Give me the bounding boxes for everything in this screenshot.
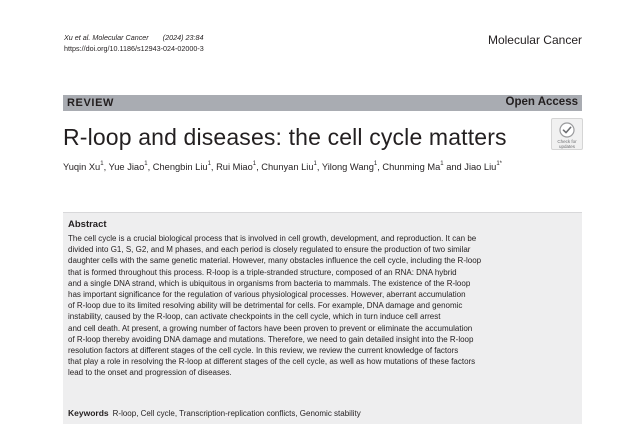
abstract-line: of R-loop due to its limited resolving ability will be detrimental for cells. For example, DNA damage and genomic xyxy=(68,301,463,311)
citation-authors-journal: Xu et al. Molecular Cancer xyxy=(64,33,149,42)
author-name[interactable]: Rui Miao xyxy=(216,162,253,172)
citation-line xyxy=(64,33,204,44)
article-title: R-loop and diseases: the cell cycle matters xyxy=(63,124,507,150)
abstract-line: daughter cells with the same genetic material. However, many obstacles influence the cell cycle, including the R-loop xyxy=(68,256,482,266)
author-separator: and xyxy=(443,162,465,172)
keywords-line xyxy=(68,408,361,418)
abstract-line: divided into G1, S, G2, and M phases, and each period is closely regulated to ensure the production of two similar xyxy=(68,245,471,255)
abstract-line: of R-loop thereby avoiding DNA damage and mutations. Therefore, we need to gain detailed insight into the R-loop xyxy=(68,334,474,344)
author-name[interactable]: Yilong Wang xyxy=(321,162,374,172)
article-type-label: REVIEW xyxy=(67,97,114,109)
abstract-line: The cell cycle is a crucial biological process that is involved in cell growth, development, and reproduction. It can be xyxy=(68,234,477,243)
check-updates-line2: updates xyxy=(558,144,575,149)
author-affiliation[interactable]: 1 xyxy=(313,161,317,167)
abstract-body xyxy=(68,233,576,379)
abstract-line: that play a role in resolving the R-loop at different stages of the cell cycle, as well as how mutations of these factors xyxy=(68,357,476,367)
check-for-updates-badge[interactable] xyxy=(551,118,583,150)
author-name[interactable]: Yue Jiao xyxy=(108,162,145,172)
abstract-line: and cell death. At present, a growing number of factors have been proven to prevent or eliminate the accumulation xyxy=(68,323,473,333)
abstract-line: lead to the onset and progression of diseases. xyxy=(68,368,232,378)
doi-link[interactable]: https://doi.org/10.1186/s12943-024-02000-3 xyxy=(64,43,204,53)
abstract-line: that is formed throughout this process. R-loop is a triple-stranded structure, composed of an RNA: DNA hybrid xyxy=(68,267,457,277)
abstract-heading: Abstract xyxy=(68,219,107,230)
check-updates-icon xyxy=(559,122,575,138)
citation-header xyxy=(64,33,204,54)
author-name[interactable]: Jiao Liu xyxy=(464,162,497,172)
abstract-line: and a single DNA strand, which is ubiquitous in organisms from bacteria to mammals. The existence of the R-loop xyxy=(68,278,471,288)
author-name[interactable]: Chunming Ma xyxy=(382,162,441,172)
author-affiliation[interactable]: 1 xyxy=(373,161,378,167)
article-type-band xyxy=(63,95,582,111)
keywords-label: Keywords xyxy=(68,408,109,418)
author-separator: , xyxy=(256,162,262,172)
author-separator: , xyxy=(316,162,322,172)
citation-year-volume: (2024) 23:84 xyxy=(162,33,204,42)
author-affiliation[interactable]: 1 xyxy=(252,161,257,167)
author-separator: , xyxy=(377,162,383,172)
check-updates-text xyxy=(557,139,576,149)
abstract-line: has important significance for the regulation of various physiological processes. However, aberrant accumulation xyxy=(68,290,466,300)
author-name[interactable]: Chengbin Liu xyxy=(152,162,208,172)
abstract-line: resolution factors at different stages of the cell cycle. In this review, we review the current knowledge of factors xyxy=(68,346,459,356)
abstract-line: instability, caused by the R-loop, can activate checkpoints in the cell cycle, which in turn induce cell arrest xyxy=(68,312,441,322)
author-name[interactable]: Chunyan Liu xyxy=(261,162,314,172)
open-access-label: Open Access xyxy=(505,96,578,108)
author-separator: , xyxy=(103,162,109,172)
abstract-box xyxy=(63,212,582,424)
author-affiliation[interactable]: 1 xyxy=(207,161,211,167)
author-separator: , xyxy=(210,162,217,172)
journal-name: Molecular Cancer xyxy=(487,33,582,47)
author-name[interactable]: Yuqin Xu xyxy=(63,162,101,172)
author-affiliation[interactable]: 1 xyxy=(144,161,148,167)
author-list xyxy=(63,162,502,172)
keywords-list: R-loop, Cell cycle, Transcription-replication conflicts, Genomic stability xyxy=(112,409,361,418)
author-affiliation[interactable]: 1 xyxy=(100,161,104,167)
author-affiliation[interactable]: 1* xyxy=(496,161,503,167)
author-affiliation[interactable]: 1 xyxy=(440,161,444,167)
check-updates-line1: Check for xyxy=(557,139,577,144)
author-separator: , xyxy=(147,162,153,172)
